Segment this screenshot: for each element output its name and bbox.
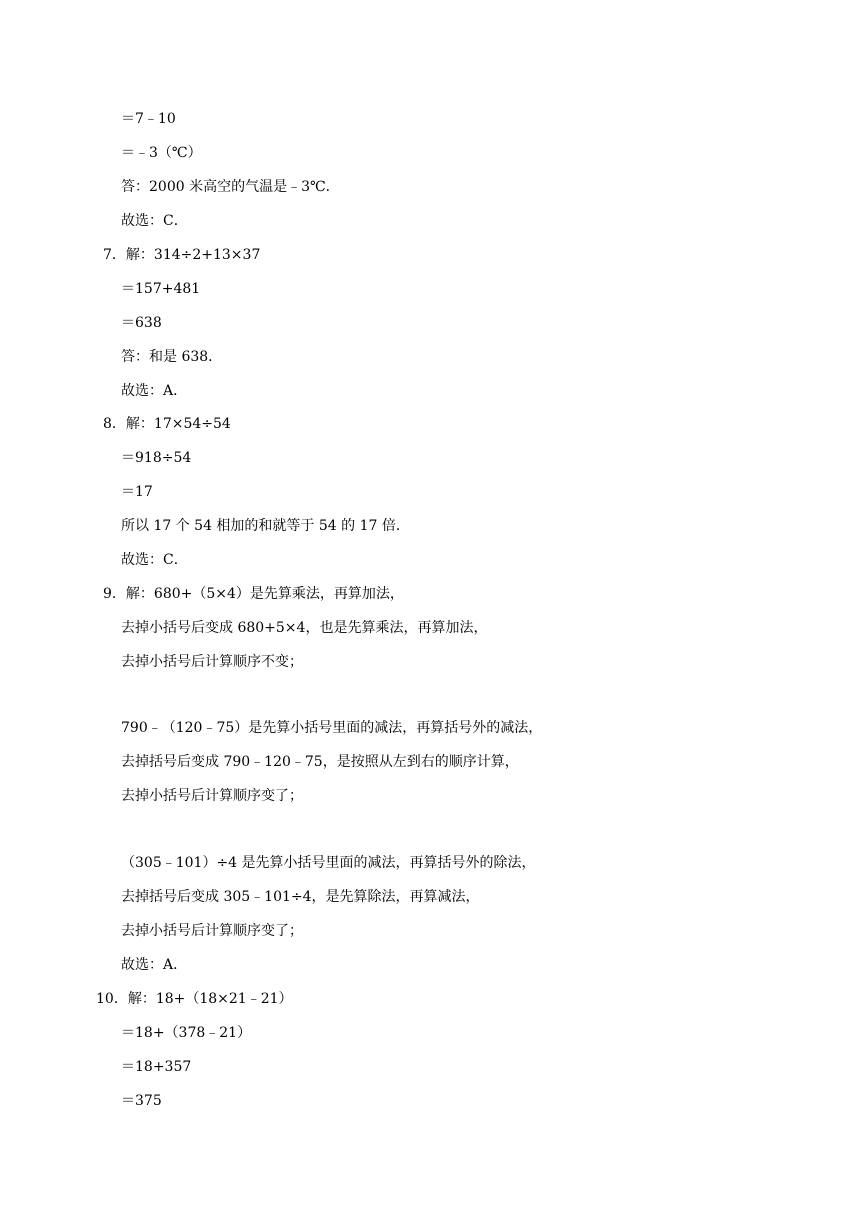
question-8-line: 8．解：17×54÷54 xyxy=(103,416,231,432)
text-line: ＝638 xyxy=(121,315,162,331)
text-line: 去掉小括号后变成 680+5×4，也是先算乘法，再算加法， xyxy=(121,620,488,636)
text-line: ＝17 xyxy=(121,484,153,500)
text-line: 去掉小括号后计算顺序变了； xyxy=(121,788,303,804)
text-line: 去掉小括号后计算顺序不变； xyxy=(121,654,303,670)
text-line: 答：和是 638． xyxy=(121,349,223,365)
question-9-line: 9．解：680+（5×4）是先算乘法，再算加法， xyxy=(103,586,404,602)
text-line: 故选：C． xyxy=(121,552,188,568)
text-line: ＝﹣3（℃） xyxy=(121,145,202,161)
text-line: 故选：A． xyxy=(121,957,188,973)
text-line: 去掉括号后变成 790﹣120﹣75，是按照从左到右的顺序计算， xyxy=(121,754,519,770)
text-line: ＝18+（378﹣21） xyxy=(121,1025,252,1041)
text-line: 答：2000 米高空的气温是﹣3℃． xyxy=(121,179,340,195)
text-line: 故选：C． xyxy=(121,213,188,229)
text-line: 去掉括号后变成 305﹣101÷4，是先算除法，再算减法， xyxy=(121,889,480,905)
text-line: ＝18+357 xyxy=(121,1059,192,1075)
text-line: 去掉小括号后计算顺序变了； xyxy=(121,923,303,939)
text-line: 故选：A． xyxy=(121,383,188,399)
question-7-line: 7．解：314÷2+13×37 xyxy=(103,247,261,263)
text-line: （305﹣101）÷4 是先算小括号里面的减法，再算括号外的除法， xyxy=(121,855,536,871)
question-10-line: 10．解：18+（18×21﹣21） xyxy=(96,991,293,1007)
text-line: ＝7﹣10 xyxy=(121,111,176,127)
text-line: ＝375 xyxy=(121,1093,162,1109)
text-line: ＝918÷54 xyxy=(121,450,192,466)
text-line: ＝157+481 xyxy=(121,281,201,297)
text-line: 所以 17 个 54 相加的和就等于 54 的 17 倍． xyxy=(121,518,410,534)
text-line: 790﹣（120﹣75）是先算小括号里面的减法，再算括号外的减法， xyxy=(121,720,543,736)
